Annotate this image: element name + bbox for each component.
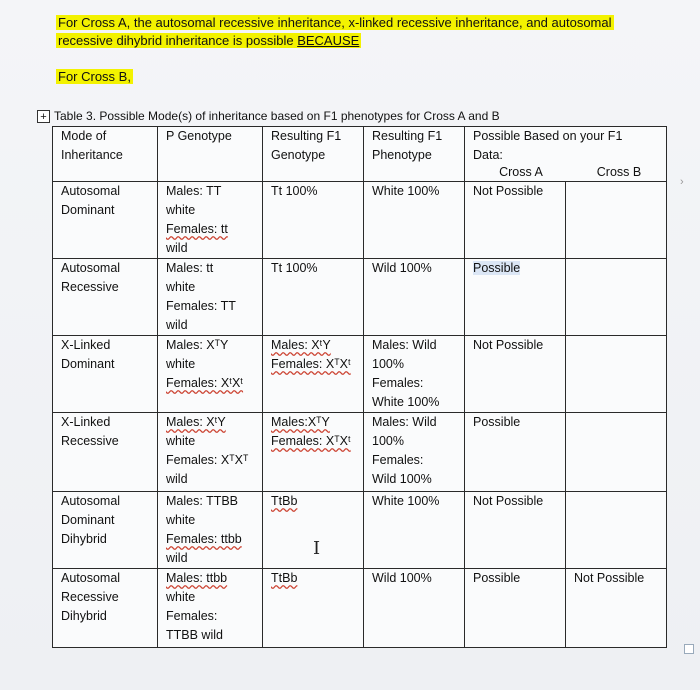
cell-line: wild [166,318,188,332]
cell-cross-b[interactable]: Not Possible [566,569,667,648]
cell-line: white [166,434,196,448]
cell-f1-genotype[interactable] [263,182,364,259]
cell-line: Males: Wild [372,338,437,352]
table-caption [37,108,500,124]
cell-line: Autosomal [61,571,121,585]
cell-f1-genotype[interactable] [263,259,364,336]
cell-line: white [166,513,196,527]
cell-line: Males: XᵗY [271,338,331,352]
cell-f1-phenotype[interactable] [364,413,465,492]
table-row [53,492,667,569]
intro-paragraph[interactable] [56,14,660,50]
cell-line: Males: XᵗY [166,415,226,429]
cross-subheaders [473,163,669,182]
table-row [53,413,667,492]
cell-line: Females: TT [166,299,236,313]
cell-line: Wild 100% [372,261,432,275]
cell-mode[interactable] [53,259,158,336]
table-row [53,569,667,648]
header-f1-phenotype[interactable] [364,127,465,182]
cell-line: Males: XᵀY [166,338,229,352]
cell-line: 100% [372,434,404,448]
cell-f1-genotype[interactable] [263,413,364,492]
cell-line: White 100% [372,494,440,508]
header-possible-line: Data: [473,148,503,162]
cell-cross-a[interactable]: Not Possible [465,182,566,259]
cell-line: wild [166,241,188,255]
header-mode[interactable] [53,127,158,182]
cell-f1-genotype[interactable] [263,336,364,413]
cell-cross-a[interactable] [465,259,566,336]
table-row [53,259,667,336]
header-f1-genotype-line: Resulting F1 [271,129,342,143]
header-f1-genotype[interactable] [263,127,364,182]
cell-line: Males: tt [166,261,214,275]
cell-p-genotype[interactable] [158,569,263,648]
header-mode-line: Inheritance [61,148,123,162]
cell-cross-a[interactable]: Possible [465,569,566,648]
cell-line: TtBb [271,571,298,585]
cell-line: white [166,357,196,371]
cell-mode[interactable] [53,492,158,569]
cell-line: Wild 100% [372,571,432,585]
cell-p-genotype[interactable] [158,492,263,569]
cell-cross-a[interactable]: Not Possible [465,336,566,413]
cell-mode[interactable] [53,413,158,492]
header-cross-a: Cross A [499,165,543,179]
cell-line: Females: XᵗXᵗ [166,376,244,390]
cell-line: Males: TT [166,184,222,198]
text-cursor-icon: I [313,538,321,559]
cell-p-genotype[interactable] [158,336,263,413]
cell-line: Females: tt [166,222,228,236]
table-row [53,182,667,259]
cell-line: Males: ttbb [166,571,228,585]
header-f1-genotype-line: Genotype [271,148,326,162]
table-move-handle-icon[interactable]: + [37,110,50,123]
header-p-genotype[interactable] [158,127,263,182]
cell-f1-phenotype[interactable] [364,182,465,259]
cell-line: Recessive [61,434,119,448]
cell-line: Dominant [61,513,115,527]
cell-mode[interactable] [53,336,158,413]
cell-mode[interactable] [53,569,158,648]
cell-cross-a[interactable]: Not Possible [465,492,566,569]
cell-line: white [166,590,196,604]
header-mode-line: Mode of [61,129,107,143]
cell-cross-b[interactable] [566,259,667,336]
cell-cross-a[interactable]: Possible [465,413,566,492]
cell-line: Males:XᵀY [271,415,330,429]
cell-line: white [166,203,196,217]
cell-f1-phenotype[interactable] [364,569,465,648]
header-p-genotype-text: P Genotype [166,129,232,143]
table-header-row [53,127,667,182]
cell-line: Autosomal [61,261,121,275]
cell-line: Tt 100% [271,184,318,198]
cell-cross-b[interactable] [566,492,667,569]
cell-mode[interactable] [53,182,158,259]
cell-line: Tt 100% [271,261,318,275]
cell-line: TTBB wild [166,628,223,642]
cell-p-genotype[interactable] [158,413,263,492]
cell-line: Females: ttbb [166,532,242,546]
cell-line: white [166,280,196,294]
cell-line: White 100% [372,395,440,409]
cell-line: Females: [166,609,218,623]
cell-cross-b[interactable] [566,413,667,492]
cell-line: wild [166,472,188,486]
cell-line: Dihybrid [61,609,107,623]
cell-line: Dihybrid [61,532,107,546]
header-possible-line: Possible Based on your F1 [473,129,623,143]
cell-line: Autosomal [61,494,121,508]
header-f1-phenotype-line: Phenotype [372,148,432,162]
inheritance-table [52,126,667,648]
cell-line: Autosomal [61,184,121,198]
cross-b-line[interactable] [56,68,133,86]
cross-b-label: For Cross B, [58,69,131,84]
cell-line: TtBb [271,494,298,508]
cell-line: 100% [372,357,404,371]
cell-line: Recessive [61,590,119,604]
header-f1-phenotype-line: Resulting F1 [372,129,443,143]
cell-line: Females: XᵀXᵀ [166,453,249,467]
cell-line: X-Linked [61,338,111,352]
table-caption-text: Table 3. Possible Mode(s) of inheritance based on F1 phenotypes for Cross A and B [54,109,500,123]
cell-line: wild [166,551,188,565]
cell-line: Females: XᵀXᵗ [271,434,351,448]
cell-line: Males: Wild [372,415,437,429]
cell-cross-b[interactable] [566,336,667,413]
intro-highlighted-text: For Cross A, the autosomal recessive inheritance, x-linked recessive inheritance, and autosomal recessive dihybrid inheritance is possible BECAUSE [58,15,612,48]
cell-p-genotype[interactable] [158,259,263,336]
because-word: BECAUSE [297,33,360,48]
edge-arrow-icon: › [680,176,684,188]
cell-f1-phenotype[interactable] [364,259,465,336]
cell-p-genotype[interactable] [158,182,263,259]
cell-line: X-Linked [61,415,111,429]
cell-cross-b[interactable] [566,182,667,259]
cell-line: White 100% [372,184,440,198]
table-resize-handle-icon[interactable] [684,644,694,654]
cell-f1-phenotype[interactable] [364,336,465,413]
cell-f1-genotype[interactable] [263,569,364,648]
cell-line: Wild 100% [372,472,432,486]
cell-line: Females: [372,376,424,390]
cell-line: Females: [372,453,424,467]
table-row [53,336,667,413]
cell-line: Recessive [61,280,119,294]
cell-line: Females: XᵀXᵗ [271,357,351,371]
cell-line: Dominant [61,357,115,371]
cell-line: Dominant [61,203,115,217]
header-possible[interactable] [465,127,667,182]
cell-line: Males: TTBB [166,494,239,508]
cell-f1-phenotype[interactable] [364,492,465,569]
header-cross-b: Cross B [596,165,642,179]
cross-a-selected-text: Possible [473,261,521,275]
